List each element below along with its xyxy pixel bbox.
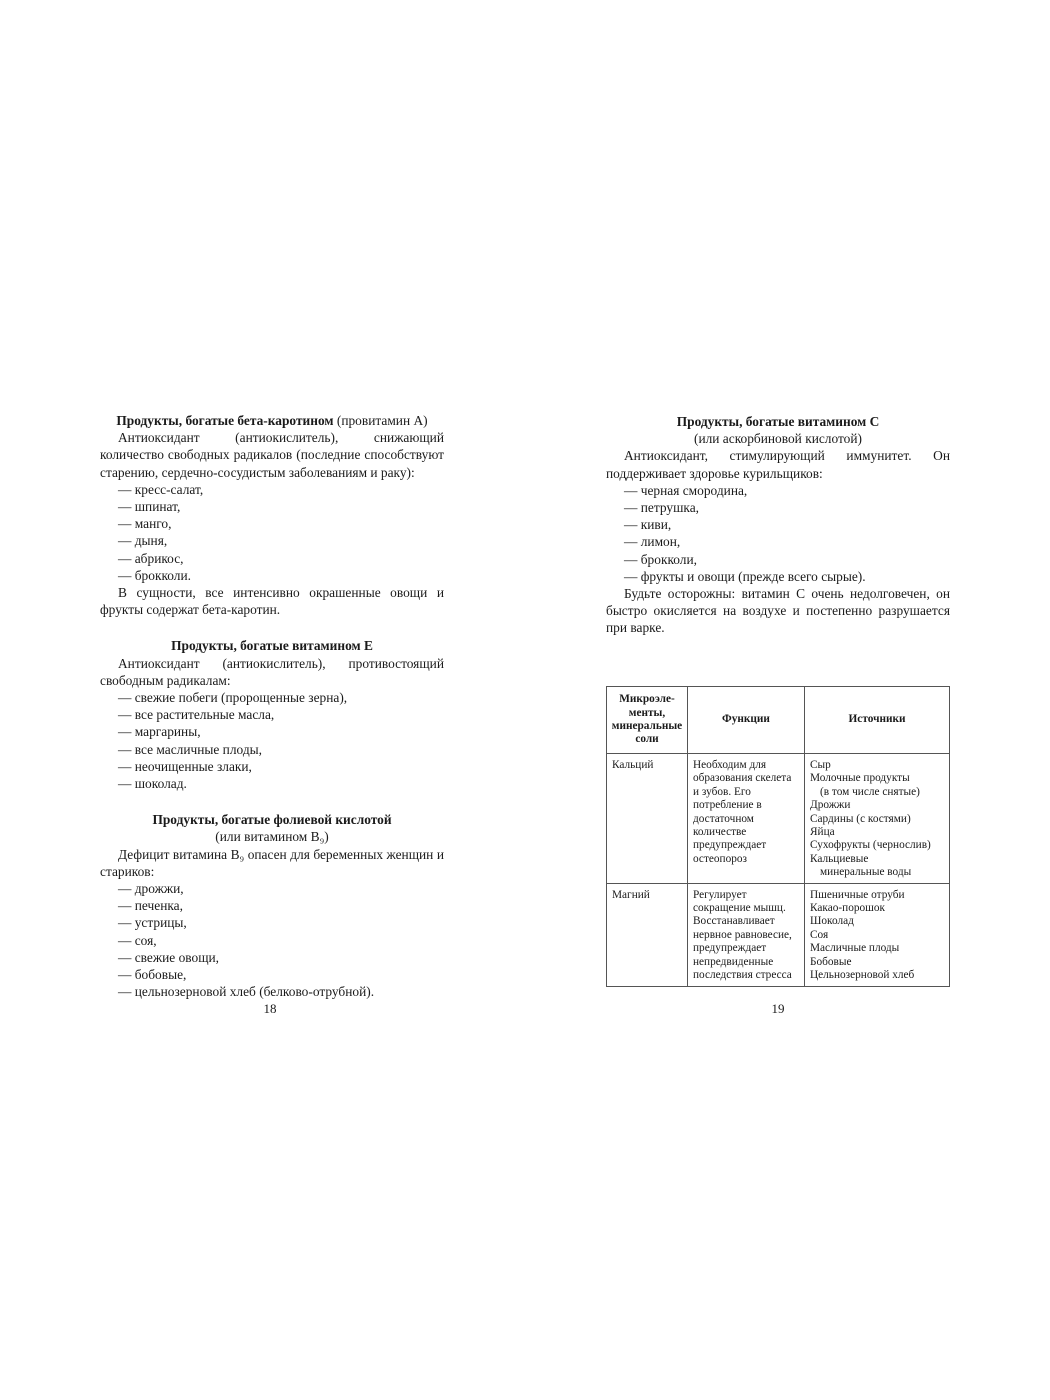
source-item: Масличные плоды [810,942,900,955]
beta-carotene-text: Антиоксидант (антиокислитель), снижающий количество свободных радикалов (последние способствуют старению, сердечно-сосудистым заболеваниям и раку): [100,430,444,480]
vitamin-c-text: Антиоксидант, стимулирующий иммунитет. Он поддерживает здоровье курильщиков: [606,448,950,481]
source-item: Сардины (с костями) [810,812,911,825]
source-item: Бобовые [810,955,852,968]
mineral-sources [805,883,950,986]
list-item: — манго, [118,516,172,532]
source-item: Кальциевые [810,852,869,865]
list-item: — цельнозерновой хлеб (белково-отрубной). [118,984,375,1000]
mineral-name: Кальций [607,754,688,884]
folic-acid-subtitle: (или витамином B₉) [215,829,329,845]
source-item: Какао-порошок [810,902,885,915]
list-item: — брокколи. [118,567,191,583]
folic-acid-list [100,880,444,1000]
list-item: — черная смородина, [624,482,748,498]
source-item: Молочные продукты [810,772,910,785]
source-item: Шоколад [810,915,854,928]
source-item: Сухофрукты (чернослив) [810,839,931,852]
page-number-left: 18 [263,1001,277,1016]
vitamin-e-heading: Продукты, богатые витамином Е [171,638,373,654]
list-item: — все масличные плоды, [118,741,263,757]
source-item: Пшеничные отруби [810,888,905,901]
source-item: (в том числе снятые) [820,785,920,798]
mineral-sources [805,754,950,884]
list-item: — фрукты и овощи (прежде всего сырые). [624,568,866,584]
list-item: — все растительные масла, [118,707,275,723]
vitamin-c-subtitle: (или аскорбиновой кислотой) [693,431,863,447]
source-item: Цельнозерновой хлеб [810,969,915,982]
vitamin-c-list [606,482,950,585]
list-item: — маргарины, [118,724,201,740]
folic-acid-text: Дефицит витамина B₉ опасен для беременных женщин и стариков: [100,846,444,879]
header-functions: Функции [688,687,805,754]
left-page [100,412,444,1001]
source-item: Соя [810,928,829,941]
list-item: — свежие побеги (пророщенные зерна), [118,690,348,706]
list-item: — бобовые, [118,967,187,983]
list-item: — лимон, [624,534,681,550]
beta-carotene-heading: Продукты, богатые бета-каротином (провитамин А) [116,413,428,428]
list-item: — киви, [624,517,672,533]
table-header-row [607,687,950,754]
list-item: — дыня, [118,533,168,549]
list-item: — неочищенные злаки, [118,758,252,774]
list-item: — дрожжи, [118,881,184,897]
list-item: — соя, [118,932,157,948]
list-item: — абрикос, [118,550,184,566]
right-page [606,413,950,637]
list-item: — брокколи, [624,551,697,567]
beta-carotene-note: В сущности, все интенсивно окрашенные овощи и фрукты содержат бета-каротин. [100,585,444,618]
list-item: — свежие овощи, [118,949,220,965]
mineral-name: Магний [607,883,688,986]
list-item: — шоколад. [118,776,187,792]
vitamin-c-note: Будьте осторожны: витамин С очень недолговечен, он быстро окисляется на воздухе и постепенно разрушается при варке. [606,586,950,636]
folic-acid-heading: Продукты, богатые фолиевой кислотой [152,812,392,828]
source-item: Сыр [810,759,831,771]
list-item: — устрицы, [118,915,187,931]
list-item: — кресс-салат, [118,481,204,497]
mineral-function: Регулирует сокращение мышц. Восстанавливает нервное равновесие, предупреждает непредвиденные последствия стресса [688,883,805,986]
source-item: минеральные воды [820,866,912,879]
beta-carotene-list [100,481,444,584]
page-number-right: 19 [771,1001,785,1016]
header-minerals: Микроэле-менты, минеральные соли [607,687,688,754]
list-item: — петрушка, [624,500,699,516]
vitamin-e-text: Антиоксидант (антиокислитель), противостоящий свободным радикалам: [100,655,444,688]
list-item: — шпинат, [118,499,181,515]
source-item: Дрожжи [810,799,851,812]
minerals-table [606,686,950,987]
list-item: — печенка, [118,898,183,914]
header-sources: Источники [805,687,950,754]
mineral-function: Необходим для образования скелета и зубов. Его потребление в достаточном количестве предупреждает остеопороз [688,754,805,884]
vitamin-c-heading: Продукты, богатые витамином С [676,414,880,429]
vitamin-e-list [100,689,444,792]
table-row [607,883,950,986]
source-item: Яйца [810,826,835,839]
table-row [607,754,950,884]
